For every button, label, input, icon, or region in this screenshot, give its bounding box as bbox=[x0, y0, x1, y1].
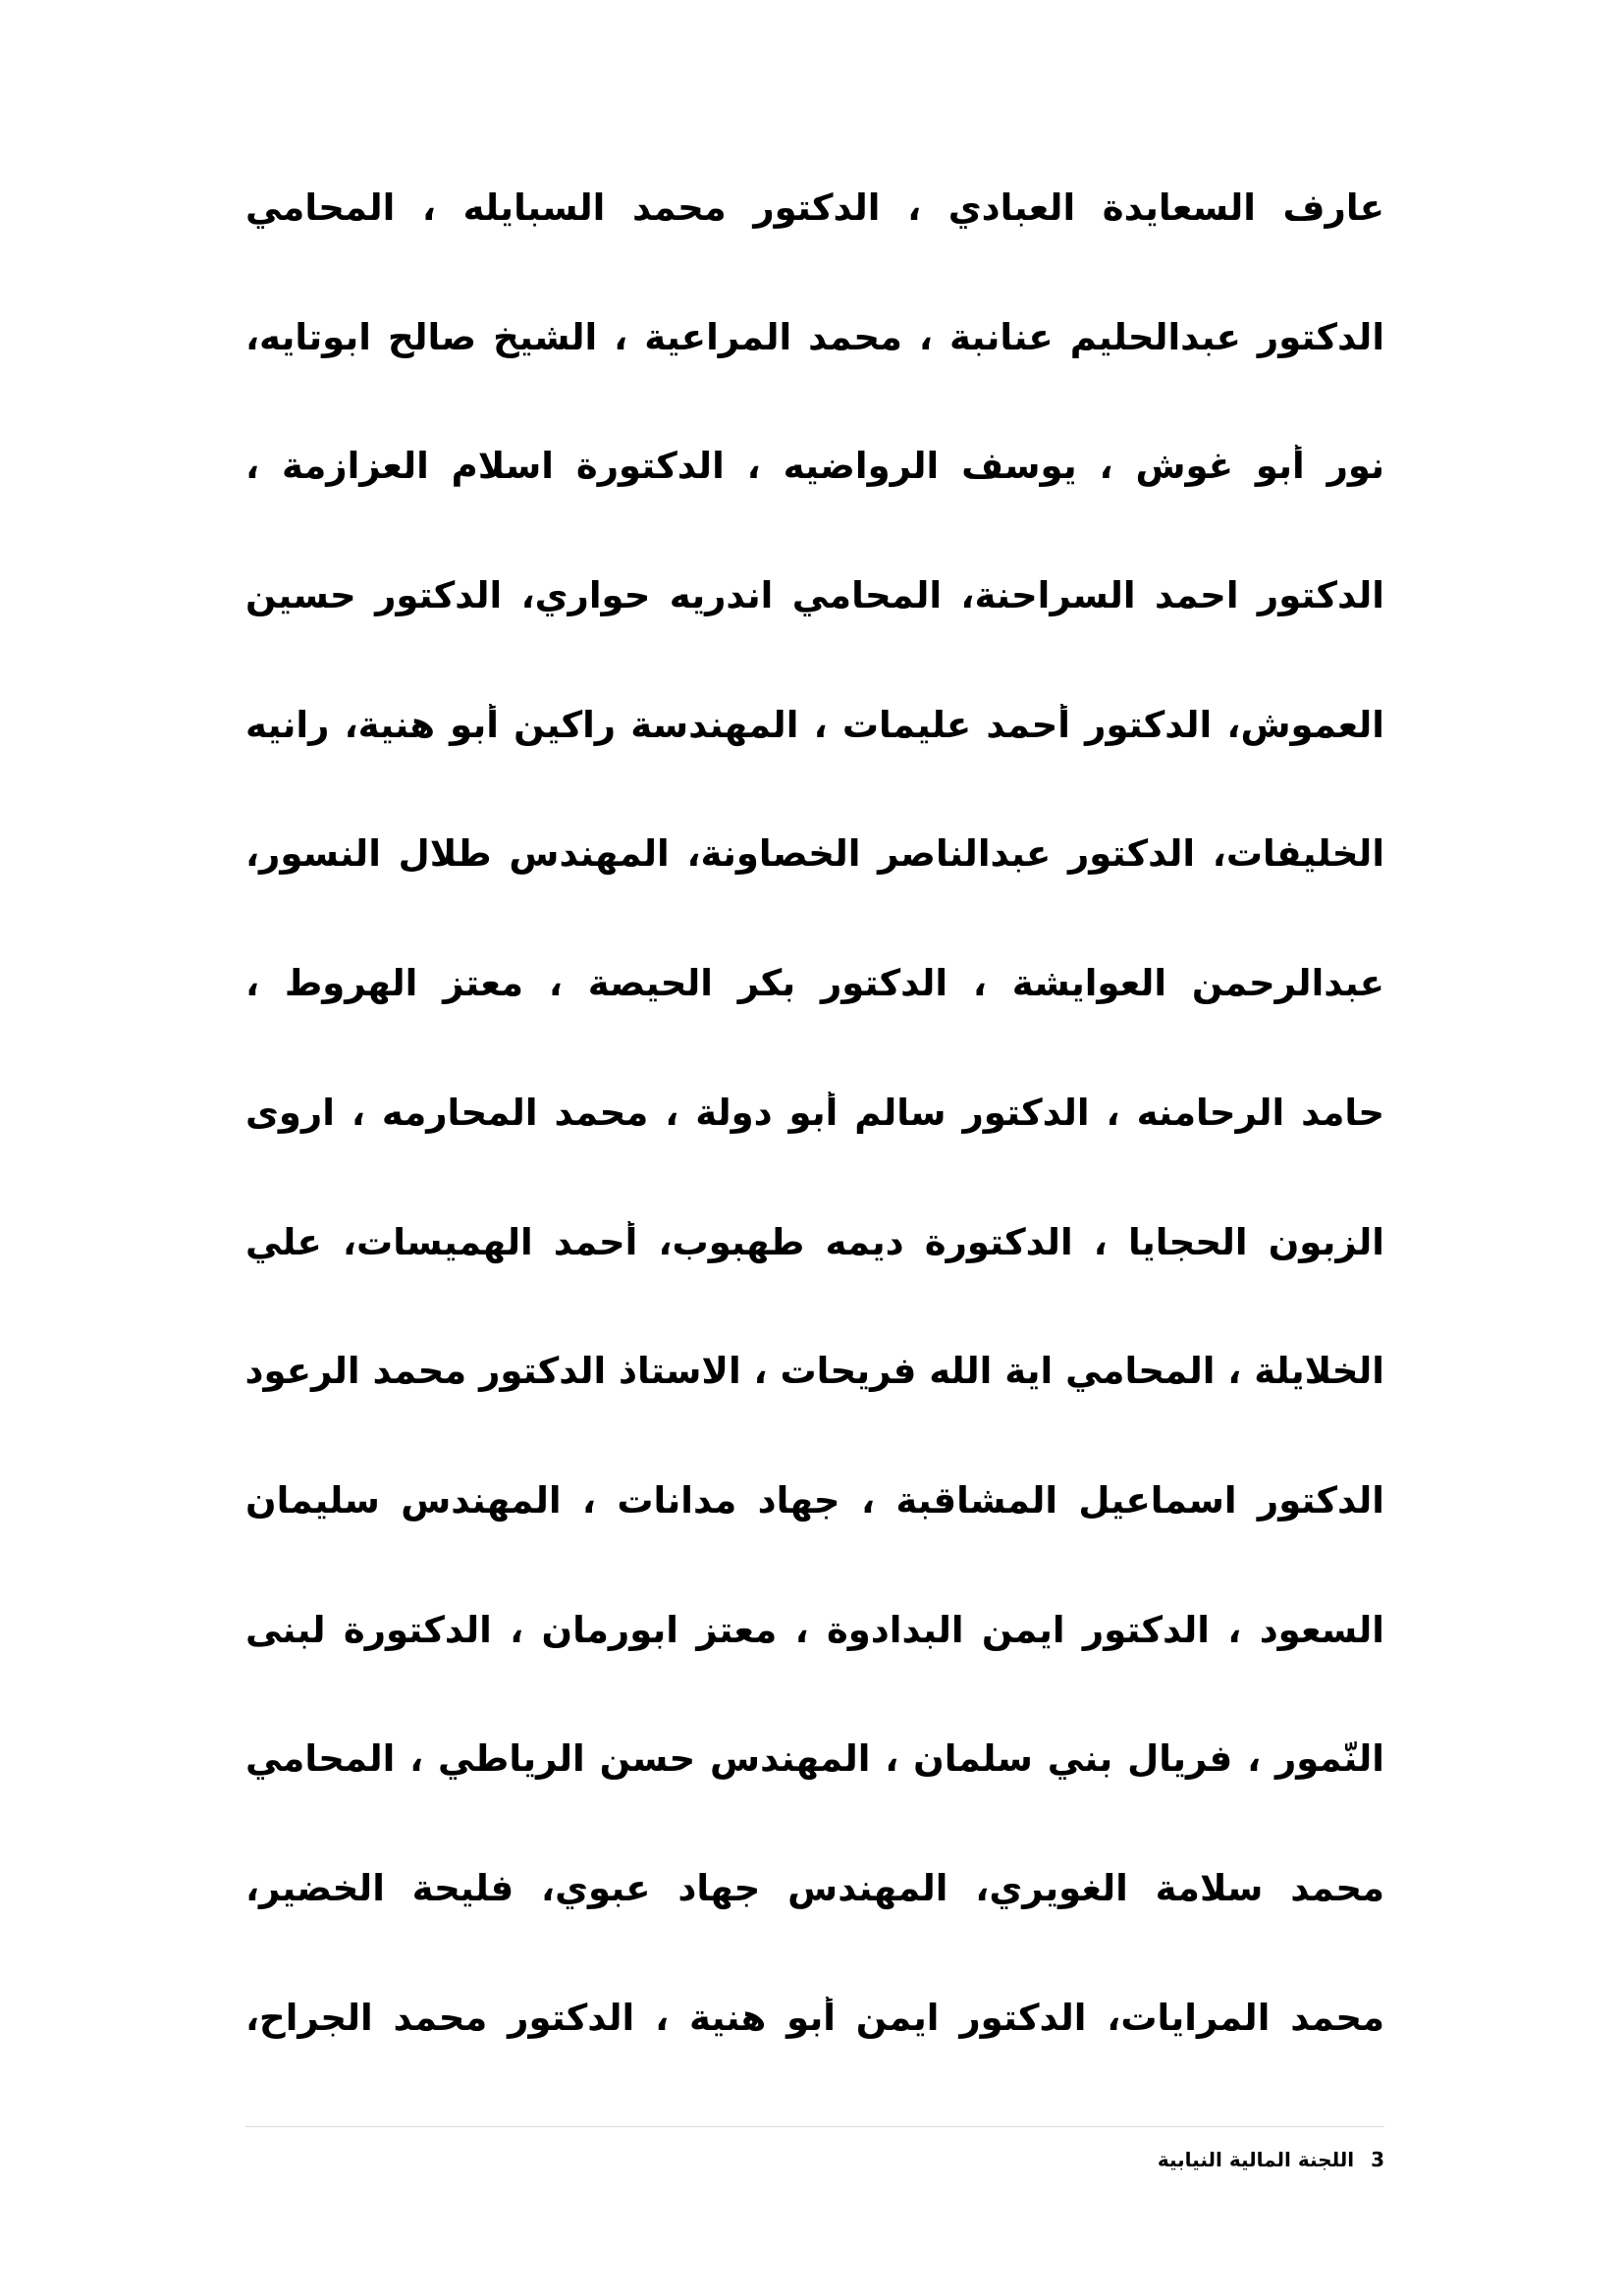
text-line-14: محمد سلامة الغويري، المهندس جهاد عبوي، فليحة الخضير، bbox=[245, 1866, 1384, 1909]
text-line-2: الدكتور عبدالحليم عنانبة ، محمد المراعية ، الشيخ صالح ابوتايه، bbox=[245, 315, 1384, 358]
footer-title: اللجنة المالية النيابية bbox=[1157, 2148, 1355, 2171]
page-number: 3 bbox=[1371, 2148, 1384, 2171]
text-line-12: السعود ، الدكتور ايمن البدادوة ، معتز ابورمان ، الدكتورة لبنى bbox=[245, 1608, 1384, 1651]
text-line-9: الزبون الحجايا ، الدكتورة ديمه طهبوب، أحمد الهميسات، علي bbox=[245, 1220, 1384, 1263]
body-text bbox=[245, 187, 1384, 2125]
page-footer bbox=[245, 2148, 1384, 2171]
text-line-1: عارف السعايدة العبادي ، الدكتور محمد السبايله ، المحامي bbox=[245, 187, 1384, 229]
text-line-6: الخليفات، الدكتور عبدالناصر الخصاونة، المهندس طلال النسور، bbox=[245, 832, 1384, 876]
text-line-15: محمد المرايات، الدكتور ايمن أبو هنية ، الدكتور محمد الجراح، bbox=[245, 1996, 1384, 2039]
text-line-11: الدكتور اسماعيل المشاقبة ، جهاد مدانات ، المهندس سليمان bbox=[245, 1478, 1384, 1522]
text-line-5: العموش، الدكتور أحمد عليمات ، المهندسة راكين أبو هنية، رانيه bbox=[245, 703, 1384, 746]
text-line-10: الخلايلة ، المحامي اية الله فريحات ، الاستاذ الدكتور محمد الرعود bbox=[245, 1350, 1384, 1393]
text-line-3: نور أبو غوش ، يوسف الرواضيه ، الدكتورة اسلام العزازمة ، bbox=[245, 445, 1384, 488]
text-line-8: حامد الرحامنه ، الدكتور سالم أبو دولة ، محمد المحارمه ، اروى bbox=[245, 1091, 1384, 1134]
footer-divider bbox=[245, 2126, 1384, 2127]
text-line-13: النّمور ، فريال بني سلمان ، المهندس حسن الرياطي ، المحامي bbox=[245, 1737, 1384, 1781]
text-line-4: الدكتور احمد السراحنة، المحامي اندريه حواري، الدكتور حسين bbox=[245, 574, 1384, 617]
text-line-7: عبدالرحمن العوايشة ، الدكتور بكر الحيصة ، معتز الهروط ، bbox=[245, 962, 1384, 1005]
